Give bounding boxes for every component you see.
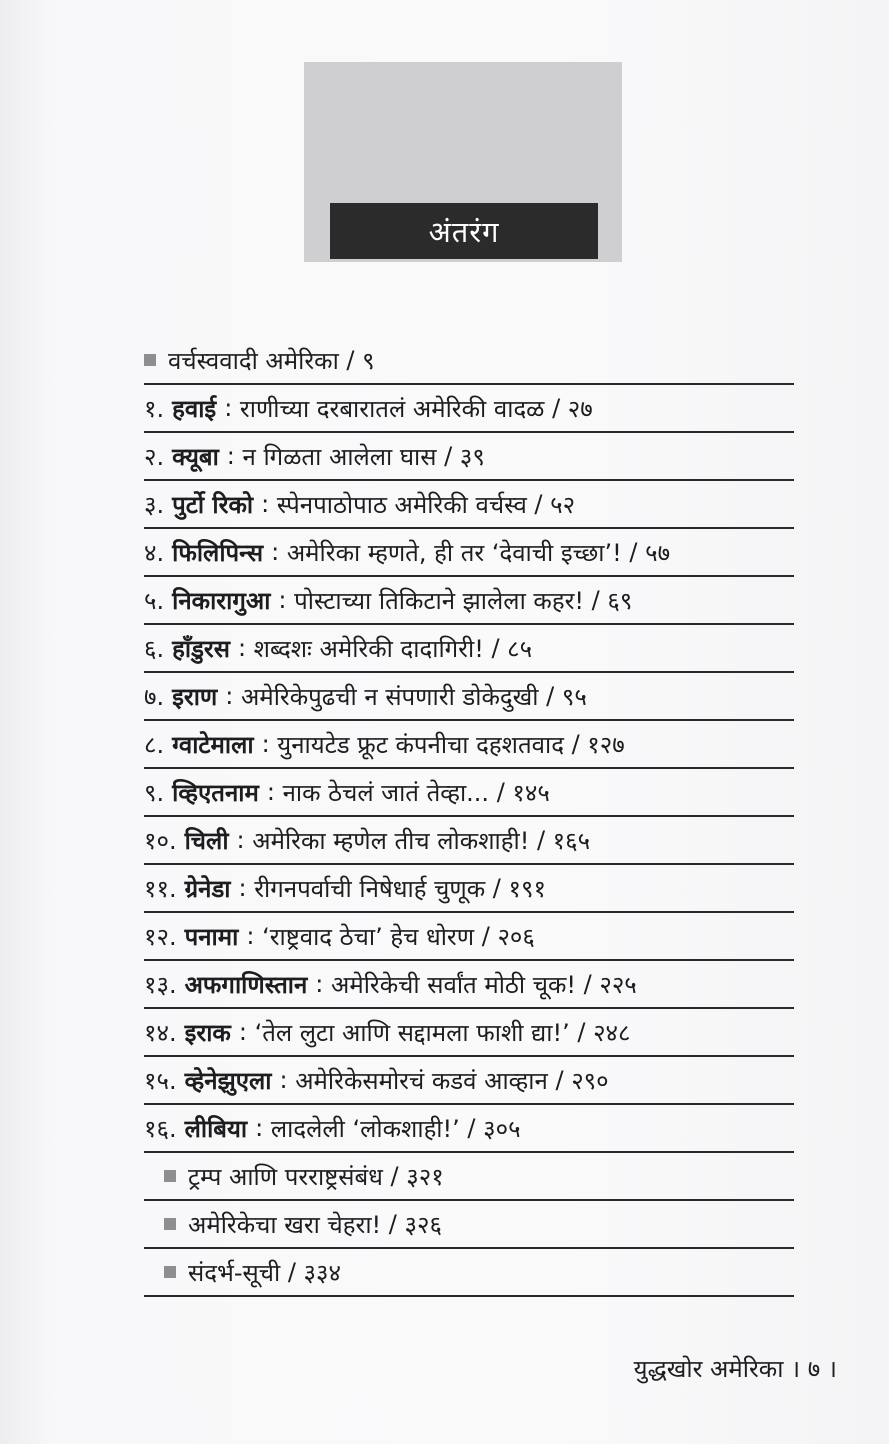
chapter-country: व्हिएतनाम — [172, 778, 259, 807]
title-bar — [330, 203, 598, 259]
chapter-country: इराक — [184, 1018, 231, 1047]
chapter-title: ‘तेल लुटा आणि सद्दामला फाशी द्या!’ — [254, 1018, 570, 1047]
chapter-country: व्हेनेझुएला — [184, 1066, 272, 1095]
colon: : — [224, 394, 240, 422]
chapter-title: अमेरिका म्हणेल तीच लोकशाही! — [252, 826, 530, 855]
separator: / — [338, 346, 363, 374]
colon: : — [236, 826, 253, 854]
separator: / — [576, 970, 600, 998]
toc-chapter-row — [144, 1105, 794, 1153]
extra-page: ३२१ — [406, 1162, 444, 1191]
colon: : — [237, 634, 254, 662]
toc-chapter-row — [144, 1057, 794, 1105]
chapter-number: ३. — [144, 490, 165, 519]
separator: / — [547, 1066, 572, 1094]
chapter-title: अमेरिकेची सर्वांत मोठी चूक! — [331, 970, 576, 999]
chapter-country: लीबिया — [184, 1114, 248, 1143]
chapter-number: १०. — [144, 826, 177, 855]
separator: / — [382, 1162, 407, 1190]
chapter-page: १९१ — [508, 874, 546, 903]
chapter-page: १४५ — [512, 778, 550, 807]
separator: / — [459, 1114, 484, 1142]
toc-chapter-row — [144, 961, 794, 1009]
chapter-country: क्यूबा — [172, 442, 219, 471]
intro-title: वर्चस्ववादी अमेरिका — [168, 346, 339, 375]
separator: / — [563, 730, 588, 758]
square-bullet-icon — [164, 1266, 176, 1278]
toc-chapter-row — [144, 817, 794, 865]
table-of-contents — [144, 337, 794, 1297]
chapter-title: शब्दशः अमेरिकी दादागिरी! — [253, 634, 484, 663]
chapter-title: राणीच्या दरबारातलं अमेरिकी वादळ — [239, 394, 545, 423]
page-title: अंतरंग — [428, 214, 500, 249]
extra-page: ३३४ — [303, 1258, 341, 1287]
toc-chapter-row — [144, 673, 794, 721]
chapter-page: ५७ — [645, 538, 671, 567]
chapter-number: १२. — [144, 922, 177, 951]
separator: / — [381, 1210, 405, 1238]
chapter-page: १२७ — [587, 730, 625, 759]
chapter-country: हाँडुरस — [172, 634, 230, 663]
separator: / — [569, 1018, 594, 1046]
colon: : — [261, 490, 277, 518]
square-bullet-icon — [164, 1170, 176, 1182]
colon: : — [238, 1018, 255, 1046]
chapter-page: २०६ — [497, 922, 535, 951]
extra-page: ३२६ — [404, 1210, 442, 1239]
intro-page: ९ — [362, 346, 375, 375]
chapter-number: ५. — [144, 586, 165, 615]
toc-chapter-row — [144, 481, 794, 529]
chapter-country: अफगाणिस्तान — [184, 970, 308, 999]
toc-chapter-row — [144, 433, 794, 481]
separator: / — [483, 634, 508, 662]
separator: / — [436, 442, 460, 470]
chapter-title: लादलेली ‘लोकशाही!’ — [270, 1114, 460, 1143]
chapter-page: २४८ — [593, 1018, 631, 1047]
colon: : — [278, 586, 295, 614]
chapter-title: रीगनपर्वाची निषेधार्ह चुणूक — [254, 874, 486, 903]
separator: / — [474, 922, 498, 950]
separator: / — [280, 1258, 304, 1286]
toc-chapter-row — [144, 385, 794, 433]
toc-extra-row — [144, 1201, 794, 1249]
chapter-number: १६. — [144, 1114, 177, 1143]
chapter-number: ६. — [144, 634, 165, 663]
chapter-country: पुर्टो रिको — [172, 490, 254, 519]
chapter-page: ६९ — [607, 586, 633, 615]
chapter-number: ४. — [144, 538, 165, 567]
toc-chapter-row — [144, 529, 794, 577]
colon: : — [238, 874, 255, 902]
chapter-country: पनामा — [184, 922, 239, 951]
chapter-page: १६५ — [552, 826, 591, 855]
chapter-page: २९० — [571, 1066, 609, 1095]
chapter-title: पोस्टाच्या तिकिटाने झालेला कहर! — [294, 586, 585, 615]
chapter-title: अमेरिकेपुढची न संपणारी डोकेदुखी — [241, 682, 539, 711]
chapter-page: ३०५ — [483, 1114, 521, 1143]
chapter-title: स्पेनपाठोपाठ अमेरिकी वर्चस्व — [276, 490, 527, 519]
chapter-page: २२५ — [599, 970, 637, 999]
chapter-page: ५२ — [550, 490, 576, 519]
chapter-number: ७. — [144, 682, 165, 711]
colon: : — [255, 1114, 271, 1142]
chapter-number: १३. — [144, 970, 177, 999]
toc-chapter-row — [144, 865, 794, 913]
colon: : — [266, 778, 283, 806]
separator: / — [584, 586, 608, 614]
page-footer: युद्धखोर अमेरिका । ७ । — [633, 1355, 837, 1383]
chapter-country: फिलिपिन्स — [172, 538, 264, 567]
chapter-title: अमेरिकेसमोरचं कडवं आव्हान — [295, 1066, 548, 1095]
colon: : — [225, 682, 241, 710]
colon: : — [226, 442, 243, 470]
separator: / — [529, 826, 553, 854]
extra-title: अमेरिकेचा खरा चेहरा! — [188, 1210, 382, 1239]
chapter-page: ९५ — [561, 682, 587, 711]
square-bullet-icon — [164, 1218, 176, 1230]
chapter-number: ९. — [144, 778, 165, 807]
chapter-title: ‘राष्ट्रवाद ठेचा’ हेच धोरण — [262, 922, 475, 951]
square-bullet-icon — [144, 354, 156, 366]
chapter-number: २. — [144, 442, 165, 471]
toc-chapter-row — [144, 769, 794, 817]
colon: : — [271, 538, 287, 566]
extra-title: संदर्भ-सूची — [188, 1258, 281, 1287]
chapter-title: नाक ठेचलं जातं तेव्हा... — [282, 778, 490, 807]
colon: : — [279, 1066, 296, 1094]
chapter-title: युनायटेड फ्रूट कंपनीचा दहशतवाद — [277, 730, 564, 759]
chapter-country: ग्वाटेमाला — [172, 730, 254, 759]
toc-chapter-row — [144, 1009, 794, 1057]
separator: / — [538, 682, 562, 710]
toc-chapter-row — [144, 913, 794, 961]
chapter-title: न गिळता आलेला घास — [242, 442, 437, 471]
chapter-number: १. — [144, 394, 165, 423]
separator: / — [621, 538, 646, 566]
chapter-page: ८५ — [507, 634, 533, 663]
chapter-country: हवाई — [172, 394, 217, 423]
toc-chapter-row — [144, 721, 794, 769]
separator: / — [526, 490, 551, 518]
chapter-country: ग्रेनेडा — [184, 874, 231, 903]
extra-title: ट्रम्प आणि परराष्ट्रसंबंध — [188, 1162, 383, 1191]
separator: / — [489, 778, 513, 806]
separator: / — [485, 874, 509, 902]
chapter-number: ८. — [144, 730, 165, 759]
chapter-country: निकारागुआ — [172, 586, 271, 615]
separator: / — [544, 394, 568, 422]
chapter-page: ३९ — [459, 442, 485, 471]
toc-extra-row — [144, 1153, 794, 1201]
chapter-page: २७ — [567, 394, 593, 423]
chapter-number: १४. — [144, 1018, 177, 1047]
chapter-country: इराण — [172, 682, 218, 711]
colon: : — [315, 970, 332, 998]
chapter-number: ११. — [144, 874, 177, 903]
colon: : — [246, 922, 263, 950]
colon: : — [261, 730, 278, 758]
toc-chapter-row — [144, 577, 794, 625]
toc-intro-row — [144, 337, 794, 385]
chapter-title: अमेरिका म्हणते, ही तर ‘देवाची इच्छा’! — [286, 538, 622, 567]
toc-chapter-row — [144, 625, 794, 673]
toc-extra-row — [144, 1249, 794, 1297]
chapter-country: चिली — [184, 826, 229, 855]
chapter-number: १५. — [144, 1066, 177, 1095]
